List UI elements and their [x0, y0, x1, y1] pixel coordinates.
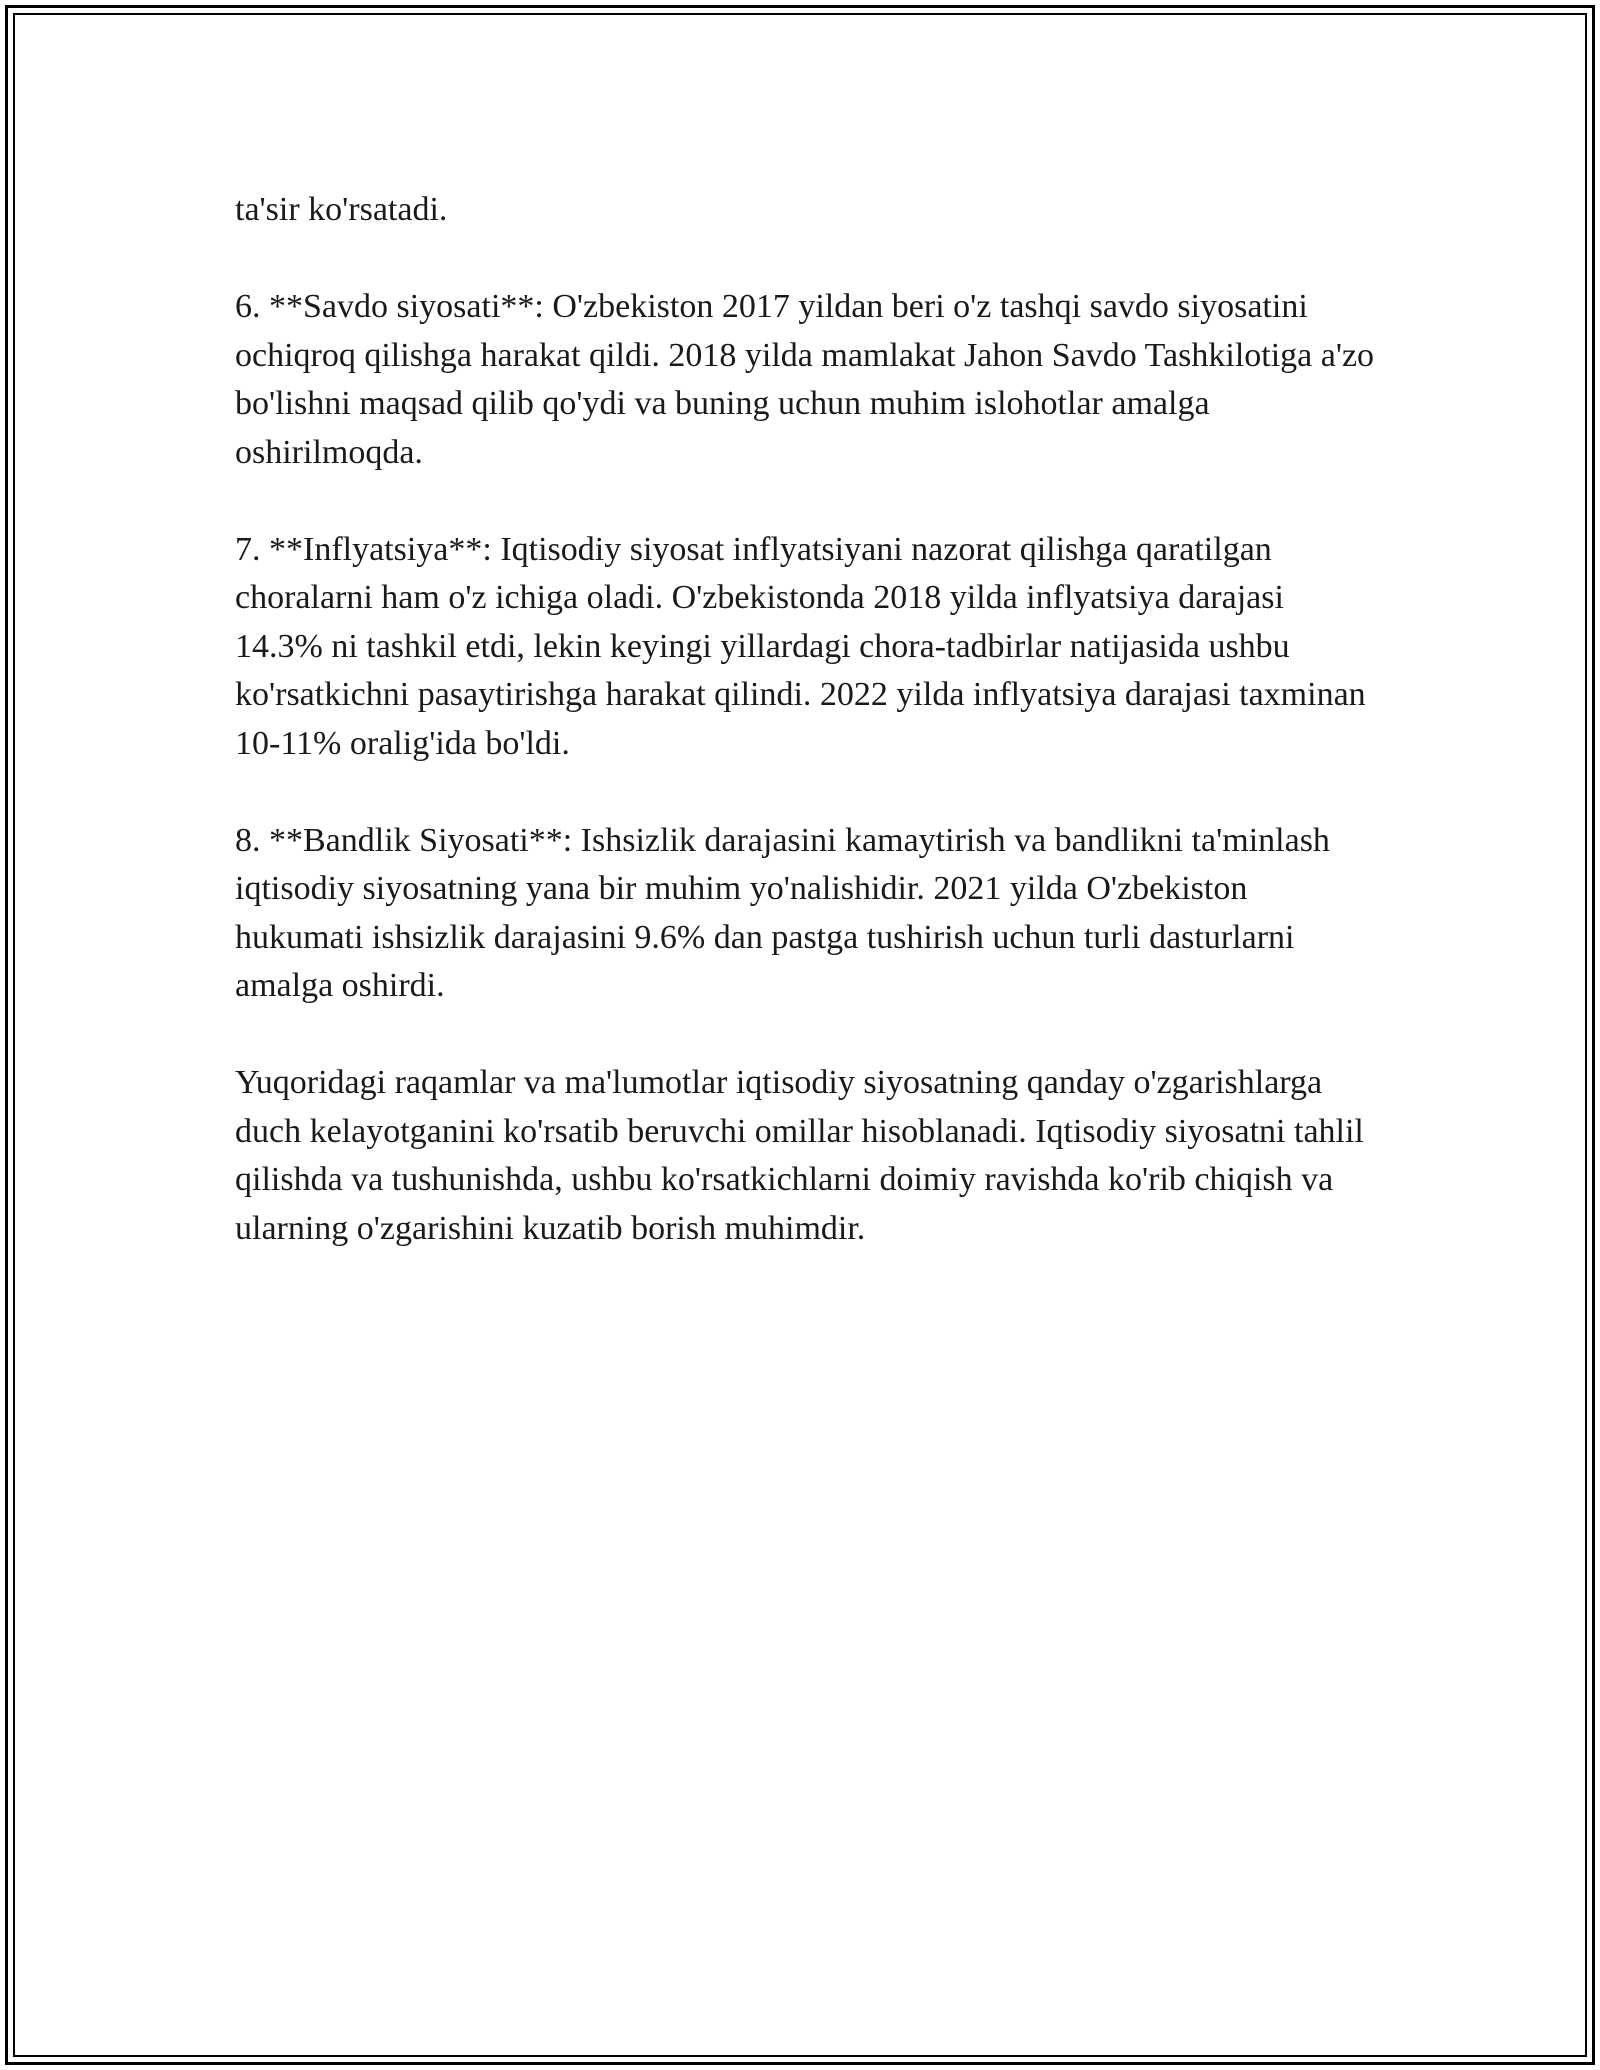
paragraph-trade-policy: 6. **Savdo siyosati**: O'zbekiston 2017 yildan beri o'z tashqi savdo siyosatini ochiqroq qilishga harakat qildi. 2018 yilda mamlakat Jahon Savdo Tashkilotiga a'zo bo'lishni maqsad qilib qo'ydi va buning uchun muhim islohotlar amalga oshirilmoqda.: [235, 288, 1375, 471]
paragraph-employment-policy: 8. **Bandlik Siyosati**: Ishsizlik darajasini kamaytirish va bandlikni ta'minlash iqtisodiy siyosatning yana bir muhim yo'nalishidir. 2021 yilda O'zbekiston hukumati ishsizlik darajasini 9.6% dan pastga tushirish uchun turli dasturlarni amalga oshirdi.: [235, 821, 1330, 1004]
paragraph-conclusion: Yuqoridagi raqamlar va ma'lumotlar iqtisodiy siyosatning qanday o'zgarishlarga duch kelayotganini ko'rsatib beruvchi omillar hisoblanadi. Iqtisodiy siyosatni tahlil qilishda va tushunishda, ushbu ko'rsatkichlarni doimiy ravishda ko'rib chiqish va ularning o'zgarishini kuzatib borish muhimdir.: [235, 1064, 1364, 1247]
paragraph-continuation: ta'sir ko'rsatadi.: [235, 191, 448, 228]
document-body: [235, 186, 1380, 1253]
paragraph-inflation: 7. **Inflyatsiya**: Iqtisodiy siyosat inflyatsiyani nazorat qilishga qaratilgan choralarni ham o'z ichiga oladi. O'zbekistonda 2018 yilda inflyatsiya darajasi 14.3% ni tashkil etdi, lekin keyingi yillardagi chora-tadbirlar natijasida ushbu ko'rsatkichni pasaytirishga harakat qilindi. 2022 yilda inflyatsiya darajasi taxminan 10-11% oralig'ida bo'ldi.: [235, 530, 1366, 762]
